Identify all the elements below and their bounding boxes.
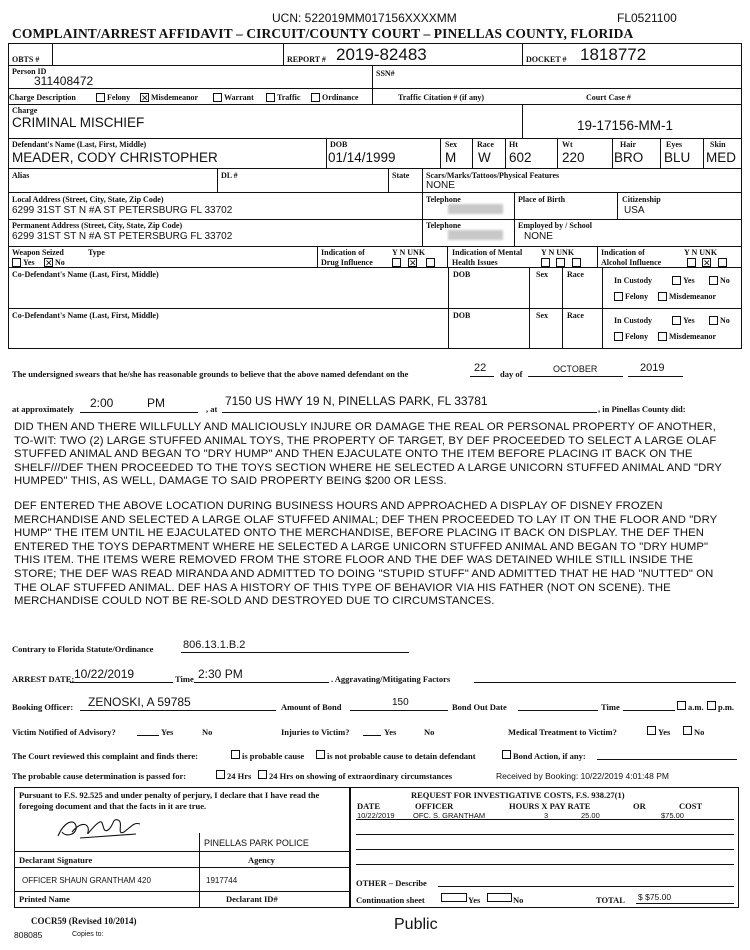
costs-row-date: 10/22/2019 (357, 811, 395, 820)
costs-hours-header: HOURS X PAY RATE (509, 801, 591, 811)
scars-label: Scars/Marks/Tattoos/Physical Features (426, 171, 560, 180)
redacted-telephone-2 (448, 230, 503, 240)
bond-action-checkbox[interactable] (502, 750, 511, 759)
hair-label: Hair (620, 140, 636, 149)
at-label: , at (206, 404, 218, 414)
perjury-declaration: Pursuant to F.S. 92.525 and under penalty of perjury, I declare that I have read the foregoing document and that the facts in it are true. (19, 790, 320, 811)
no-probable-cause-checkbox[interactable] (316, 750, 325, 759)
bond-label: Amount of Bond (281, 702, 342, 712)
mental-unk-checkbox[interactable] (572, 258, 581, 267)
charge-desc-label: Charge Description (9, 93, 76, 102)
defendant-name: MEADER, CODY CHRISTOPHER (12, 150, 218, 165)
no-probable-cause-label: is not probable cause to detain defendant (327, 751, 476, 761)
codef2-misdemeanor[interactable] (658, 332, 667, 341)
24hrs-checkbox[interactable] (216, 770, 225, 779)
codef2-felony[interactable] (614, 332, 623, 341)
arrest-date: 10/22/2019 (74, 667, 135, 681)
warrant-checkbox[interactable] (213, 93, 222, 102)
charge-value: CRIMINAL MISCHIEF (12, 115, 145, 130)
alcohol-y-checkbox[interactable] (687, 258, 696, 267)
eyes-label: Eyes (666, 140, 682, 149)
continuation-no: No (513, 895, 524, 905)
ordinance-label: Ordinance (322, 93, 359, 102)
approx-label: at approximately (12, 404, 74, 414)
sex-value: M (445, 150, 457, 165)
codef2-no-label: No (720, 316, 730, 325)
medical-no: No (694, 727, 705, 737)
drug-label-2: Drug Influence (321, 258, 373, 267)
employed-label: Employed by / School (518, 221, 593, 230)
codef1-sex-label: Sex (536, 270, 548, 279)
narrative-paragraph-2: DEF ENTERED THE ABOVE LOCATION DURING BUSINESS HOURS AND APPROACHED A DISPLAY OF DISNEY FROZEN MERCHANDISE AND SELECTED A LARGE OLAF STUFFED ANIMAL; DEF THEN PROCEEDED TO LAY IT ON THE FLOOR AND "DRY HUMP" THE ITEM UNTIL HE EJACULATED ONTO THE MERCHANDISE, BEFORE PLACING IT BACK ON DISPLAY. THE DEF THEN ENTERED THE TOYS DEPARTMENT WHERE HE SELECTED A LARGE UNICORN STUFFED ANIMAL AND BEGAN TO "DRY HUMP" THIS ITEM. THE ITEMS WERE REMOVED FROM THE STORE FLOOR AND THE DEF WAS DETAINED WHILE STILL INSIDE THE STORE; THE DEF WAS READ MIRANDA AND ADMITTED TO DOING "STUPID STUFF" AND ADMITTED THAT HE HAD "NUTTED" ON THE OLAF STUFFED ANIMAL. DEF HAS A HISTORY OF THIS TYPE OF BEHAVIOR VIA HIS FATHER (NOT ON SCENE). THE MERCHANDISE COULD NOT BE RE-SOLD AND DESTROYED DUE TO CIRCUMSTANCES. (14, 500, 718, 608)
costs-title: REQUEST FOR INVESTIGATIVE COSTS, F.S. 938.27(1) (411, 790, 625, 800)
costs-row-officer: OFC. S. GRANTHAM (413, 811, 486, 820)
codef2-custody-label: In Custody (614, 316, 653, 325)
total-value: $ $75.00 (638, 892, 672, 902)
redacted-telephone (448, 204, 503, 214)
docket-number: 1818772 (580, 45, 647, 64)
weapon-yes-checkbox[interactable] (12, 258, 21, 267)
codef1-felony-label: Felony (625, 292, 649, 301)
medical-no-checkbox[interactable] (683, 726, 692, 735)
injuries-yes: Yes (384, 727, 397, 737)
codef1-yes-label: Yes (683, 276, 695, 285)
drug-label: Indication of (321, 248, 365, 257)
local-telephone-label: Telephone (426, 195, 461, 204)
continuation-no-box[interactable] (487, 893, 512, 902)
citizenship-label: Citizenship (622, 195, 661, 204)
race-value: W (478, 150, 491, 165)
officer-signature (52, 812, 148, 842)
received-booking: Received by Booking: 10/22/2019 4:01:48 PM (496, 771, 669, 781)
court-case-label: Court Case # (586, 93, 631, 102)
drug-yn-label: Y N UNK (392, 248, 426, 257)
medical-yes: Yes (658, 727, 671, 737)
injuries-label: Injuries to Victim? (281, 727, 350, 737)
signature-label: Declarant Signature (19, 855, 93, 865)
traffic-checkbox[interactable] (266, 93, 275, 102)
bond-amount: 150 (392, 697, 409, 708)
wt-label: Wt (562, 140, 573, 149)
wt-value: 220 (562, 150, 585, 165)
probable-cause-label: is probable cause (242, 751, 305, 761)
perm-address-label: Permanent Address (Street, City, State, Zip Code) (12, 221, 183, 230)
statute-label: Contrary to Florida Statute/Ordinance (12, 644, 154, 654)
offense-pm: PM (147, 396, 165, 410)
codef2-misd-label: Misdemeanor (669, 332, 717, 341)
passed-label: The probable cause determination is passed for: (12, 771, 187, 781)
printed-name: OFFICER SHAUN GRANTHAM 420 (22, 876, 151, 885)
24hrs-extra-label: 24 Hrs on showing of extraordinary circumstances (269, 771, 453, 781)
scars-value: NONE (426, 180, 455, 191)
ssn-label: SSN# (376, 69, 395, 78)
costs-officer-header: OFFICER (415, 801, 454, 811)
agency-value: PINELLAS PARK POLICE (204, 838, 309, 848)
sworn-statement: The undersigned swears that he/she has reasonable grounds to believe that the above named defendant on the (12, 369, 409, 379)
24hrs-label: 24 Hrs (227, 771, 252, 781)
victim-notified-label: Victim Notified of Advisory? (12, 727, 116, 737)
race-label: Race (477, 140, 494, 149)
codef1-misdemeanor[interactable] (658, 292, 667, 301)
bond-time-label: Time (601, 702, 620, 712)
codef2-label: Co-Defendant's Name (Last, First, Middle) (12, 311, 159, 320)
pm-checkbox[interactable] (707, 701, 716, 710)
codef1-misd-label: Misdemeanor (669, 292, 717, 301)
codef1-custody-no[interactable] (709, 276, 718, 285)
employed-value: NONE (524, 231, 553, 242)
continuation-yes-box[interactable] (441, 893, 467, 902)
alcohol-n-checkbox[interactable]: ✕ (703, 258, 711, 268)
felony-label: Felony (107, 93, 131, 102)
misdemeanor-label: Misdemeanor (151, 93, 199, 102)
arrest-date-label: ARREST DATE: (12, 674, 75, 684)
weapon-label: Weapon Seized (12, 248, 64, 257)
medical-yes-checkbox[interactable] (647, 726, 656, 735)
report-number: 2019-82483 (336, 45, 427, 64)
dob-value: 01/14/1999 (328, 150, 396, 165)
codef1-felony[interactable] (614, 292, 623, 301)
costs-row-hours: 3 (544, 811, 549, 820)
codef1-custody-label: In Custody (614, 276, 653, 285)
codef2-custody-yes[interactable] (672, 316, 681, 325)
skin-label: Skin (710, 140, 726, 149)
mental-label: Indication of Mental (452, 248, 523, 257)
felony-checkbox[interactable] (96, 93, 105, 102)
statute-value: 806.13.1.B.2 (183, 639, 246, 651)
person-id-label: Person ID (12, 67, 47, 76)
form-id: FL0521100 (617, 11, 677, 25)
mental-n-checkbox[interactable] (556, 258, 565, 267)
booking-officer-label: Booking Officer: (12, 702, 74, 712)
drug-y-checkbox[interactable] (392, 258, 401, 267)
weapon-no-checkbox[interactable]: ✕ (45, 258, 53, 268)
sex-label: Sex (445, 140, 457, 149)
booking-officer: ZENOSKI, A 59785 (88, 695, 191, 709)
continuation-yes: Yes (468, 895, 481, 905)
alcohol-yn-label: Y N UNK (684, 248, 718, 257)
warrant-label: Warrant (224, 93, 254, 102)
copy-number: 808085 (14, 930, 43, 940)
costs-cost-header: COST (679, 801, 703, 811)
misdemeanor-checkbox[interactable]: ✕ (141, 93, 149, 103)
costs-row-rate: 25.00 (581, 811, 600, 820)
victim-no: No (202, 727, 213, 737)
dl-label: DL # (221, 171, 238, 180)
obts-label: OBTS # (12, 55, 40, 64)
codef2-yes-label: Yes (683, 316, 695, 325)
mental-yn-label: Y N UNK (541, 248, 575, 257)
ht-label: Ht (509, 140, 518, 149)
probable-cause-checkbox[interactable] (231, 750, 240, 759)
alcohol-label-2: Alcohol Influence (601, 258, 662, 267)
declarant-id: 1917744 (206, 876, 238, 885)
state-label: State (392, 171, 410, 180)
type-label: Type (88, 248, 105, 257)
injuries-no: No (424, 727, 435, 737)
am-checkbox[interactable] (677, 701, 686, 710)
narrative-paragraph-1: DID THEN AND THERE WILLFULLY AND MALICIOUSLY INJURE OR DAMAGE THE REAL OR PERSONAL PROPERTY OF ANOTHER, TO-WIT: TWO (2) LARGE STUFFED ANIMAL TOYS, THE PROPERTY OF TARGET, BY DEF PROCEEDED TO SELECT A LARGE OLAF STUFFED ANIMAL AND BEGAN TO "DRY HUMP" AND THEN EJACULATE ONTO THE ITEM BEFORE PLACING IT BACK ON THE SHELF///DEF THEN PROCEEDED TO THE TOYS SECTION WHERE HE SELECTED A LARGE UNICORN STUFFED ANIMAL AND "DRY HUMPED" THIS, AS WELL, DAMAGE TO SAID PROPERTY BEING $200 OR LESS. (14, 421, 722, 488)
dob-label: DOB (330, 140, 348, 149)
court-case-number: 19-17156-MM-1 (577, 118, 674, 133)
day-of-label: day of (500, 369, 523, 379)
local-address-label: Local Address (Street, City, State, Zip Code) (12, 195, 164, 204)
ht-value: 602 (509, 150, 532, 165)
court-review-label: The Court reviewed this complaint and finds there: (12, 751, 198, 761)
agency-label: Agency (248, 855, 275, 865)
mental-y-checkbox[interactable] (541, 258, 550, 267)
alias-label: Alias (12, 171, 30, 180)
pob-label: Place of Birth (518, 195, 566, 204)
codef2-dob-label: DOB (453, 311, 471, 320)
alcohol-label: Indication of (601, 248, 645, 257)
drug-unk-checkbox[interactable] (426, 258, 435, 267)
eyes-value: BLU (664, 150, 691, 165)
costs-row-cost: $75.00 (661, 811, 684, 820)
other-describe-label: OTHER – Describe (356, 878, 427, 888)
victim-yes: Yes (161, 727, 174, 737)
hair-value: BRO (614, 150, 644, 165)
aggravating-label: . Aggravating/Mitigating Factors (331, 674, 451, 684)
perm-telephone-label: Telephone (426, 221, 461, 230)
offense-time: 2:00 (90, 396, 114, 410)
skin-value: MED (706, 150, 736, 165)
docket-label: DOCKET # (526, 55, 567, 64)
perm-address: 6299 31ST ST N #A ST PETERSBURG FL 33702 (12, 231, 233, 242)
am-label: a.m. (688, 702, 704, 712)
codef1-race-label: Race (567, 270, 584, 279)
alcohol-unk-checkbox[interactable] (718, 258, 727, 267)
costs-or-header: OR (633, 801, 646, 811)
sworn-year: 2019 (640, 362, 665, 374)
medical-label: Medical Treatment to Victim? (508, 727, 617, 737)
traffic-label: Traffic (277, 93, 301, 102)
ucn-number: UCN: 522019MM017156XXXXMM (272, 11, 457, 25)
offense-location: 7150 US HWY 19 N, PINELLAS PARK, FL 33781 (225, 394, 488, 408)
report-label: REPORT # (287, 55, 326, 64)
total-label: TOTAL (596, 895, 625, 905)
printed-name-label: Printed Name (19, 894, 70, 904)
traffic-citation-label: Traffic Citation # (if any) (398, 93, 485, 102)
citizenship-value: USA (624, 205, 645, 216)
pm-label: p.m. (718, 702, 735, 712)
sworn-day: 22 (474, 362, 487, 374)
defendant-name-label: Defendant's Name (Last, First, Middle) (12, 140, 147, 149)
bond-action-label: Bond Action, if any: (513, 751, 586, 761)
codef2-felony-label: Felony (625, 332, 649, 341)
charge-label: Charge (12, 106, 38, 115)
copies-to: Copies to: (72, 931, 104, 938)
weapon-yes-label: Yes (23, 258, 35, 267)
sworn-month: OCTOBER (553, 364, 598, 374)
arrest-time: 2:30 PM (198, 667, 243, 681)
bond-out-label: Bond Out Date (452, 702, 507, 712)
local-address: 6299 31ST ST N #A ST PETERSBURG FL 33702 (12, 205, 233, 216)
codef1-custody-yes[interactable] (672, 276, 681, 285)
codef1-dob-label: DOB (453, 270, 471, 279)
drug-n-checkbox[interactable]: ✕ (409, 258, 417, 268)
mental-label-2: Health Issues (452, 258, 498, 267)
24hrs-extra-checkbox[interactable] (258, 770, 267, 779)
codef2-custody-no[interactable] (709, 316, 718, 325)
form-title: COMPLAINT/ARREST AFFIDAVIT – CIRCUIT/COUNTY COURT – PINELLAS COUNTY, FLORIDA (12, 26, 634, 41)
county-label: , in Pinellas County did: (598, 404, 686, 414)
form-number: COCR59 (Revised 10/2014) (31, 916, 137, 926)
codef1-no-label: No (720, 276, 730, 285)
person-id: 311408472 (34, 74, 94, 88)
public-watermark: Public (394, 916, 438, 933)
weapon-no-label: No (55, 258, 65, 267)
continuation-label: Continuation sheet (356, 895, 425, 905)
codef2-sex-label: Sex (536, 311, 548, 320)
codef2-race-label: Race (567, 311, 584, 320)
declarant-id-label: Declarant ID# (226, 894, 278, 904)
arrest-time-label: Time (175, 674, 194, 684)
ordinance-checkbox[interactable] (311, 93, 320, 102)
costs-date-header: DATE (357, 801, 380, 811)
codef1-label: Co-Defendant's Name (Last, First, Middle) (12, 270, 159, 279)
